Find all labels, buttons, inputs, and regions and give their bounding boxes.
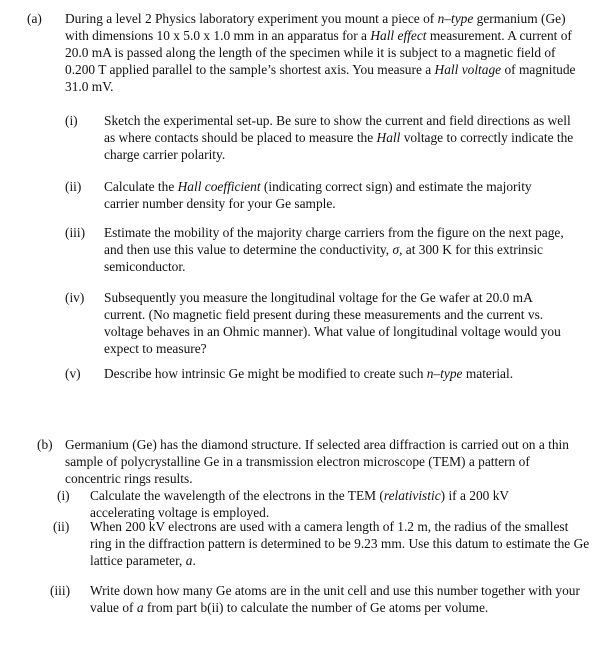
italic-text: Hall xyxy=(376,130,401,145)
text-run: material. xyxy=(462,366,514,381)
part-a-intro-text xyxy=(65,10,585,95)
text-run: (indicating correct sign) and estimate the majority carrier number density for your Ge sample. xyxy=(104,179,532,211)
text-run: When 200 kV electrons are used with a camera length of 1.2 m, the radius of the smallest ring in the diffraction pattern is determined to be 9.23 mm. Use this datum to estimate the Ge lattice parameter, xyxy=(90,519,590,568)
italic-text: relativistic xyxy=(383,488,441,503)
part-b-item-iii xyxy=(90,582,590,616)
text-run: Germanium (Ge) has the diamond structure. If selected area diffraction is carried out on a thin sample of polycrystalline Ge in a transmission electron microscope (TEM) a pattern of concentric rings results. xyxy=(65,437,569,486)
text-run: , at 300 K for this extrinsic semiconductor. xyxy=(104,242,543,274)
text-run: Write down how many Ge atoms are in the unit cell and use this number together with your value of xyxy=(90,583,580,615)
part-a-item-ii xyxy=(104,178,554,212)
part-b-item-i xyxy=(90,487,570,521)
part-b-intro-text xyxy=(65,436,587,487)
text-run: During a level 2 Physics laboratory experiment you mount a piece of xyxy=(65,11,438,26)
part-a-item-iii-text xyxy=(104,224,569,275)
text-run: Describe how intrinsic Ge might be modified to create such xyxy=(104,366,427,381)
text-run: . xyxy=(192,553,196,568)
part-a-intro xyxy=(65,10,585,95)
text-run: of magnitude 31.0 mV. xyxy=(65,62,576,94)
part-b-item-ii xyxy=(90,518,590,569)
part-b-label: (b) xyxy=(37,437,53,452)
part-a-item-ii-text xyxy=(104,178,554,212)
part-b-item-iii-text xyxy=(90,582,590,616)
part-a-item-v xyxy=(104,365,569,382)
italic-text: Hall coefficient xyxy=(177,179,261,194)
part-b-item-ii-text xyxy=(90,518,590,569)
part-a-item-iv-text xyxy=(104,289,569,357)
text-run: ) if a 200 kV accelerating voltage is employed. xyxy=(90,488,509,520)
part-a-label: (a) xyxy=(27,11,42,26)
italic-text: n–type xyxy=(437,11,474,26)
part-b-item-ii-label: (ii) xyxy=(53,519,70,534)
part-a-item-ii-label: (ii) xyxy=(65,179,82,194)
italic-text: Hall effect xyxy=(370,28,427,43)
text-run: from part b(ii) to calculate the number of Ge atoms per volume. xyxy=(143,600,489,615)
italic-text: n–type xyxy=(426,366,463,381)
text-run: measurement. A current of 20.0 mA is passed along the length of the specimen while it is subject to a magnetic field of 0.200 T applied parallel to the sample’s shortest axis. You measure a xyxy=(65,28,572,77)
italic-text: Hall voltage xyxy=(434,62,502,77)
part-a-item-v-text xyxy=(104,365,569,382)
part-a-item-iv xyxy=(104,289,569,357)
text-run: germanium (Ge) with dimensions 10 x 5.0 x 1.0 mm in an apparatus for a xyxy=(65,11,566,43)
italic-text: a xyxy=(185,553,193,568)
part-b-item-i-label: (i) xyxy=(57,488,70,503)
text-run: Subsequently you measure the longitudinal voltage for the Ge wafer at 20.0 mA current. (No magnetic field present during these measurements and the current vs. voltage behaves in an Ohmic manner). What value of longitudinal voltage would you expect to measure? xyxy=(104,290,561,356)
part-b-intro xyxy=(65,436,587,487)
part-b-item-i-text xyxy=(90,487,570,521)
part-a-item-v-label: (v) xyxy=(65,366,81,381)
part-a-item-iii xyxy=(104,224,569,275)
italic-text: σ xyxy=(392,242,400,257)
part-a-item-i xyxy=(104,112,574,163)
italic-text: a xyxy=(136,600,144,615)
part-b-item-iii-label: (iii) xyxy=(50,583,71,598)
text-run: Calculate the xyxy=(104,179,178,194)
part-a-item-iii-label: (iii) xyxy=(65,225,86,240)
text-run: voltage to correctly indicate the charge carrier polarity. xyxy=(104,130,574,162)
text-run: Estimate the mobility of the majority charge carriers from the figure on the next page, and then use this value to determine the conductivity, xyxy=(104,225,564,257)
part-a-item-i-label: (i) xyxy=(65,113,78,128)
part-a-item-i-text xyxy=(104,112,574,163)
text-run: Sketch the experimental set-up. Be sure to show the current and field directions as well as where contacts should be placed to measure the xyxy=(104,113,571,145)
part-a-item-iv-label: (iv) xyxy=(65,290,85,305)
text-run: Calculate the wavelength of the electrons in the TEM ( xyxy=(90,488,384,503)
